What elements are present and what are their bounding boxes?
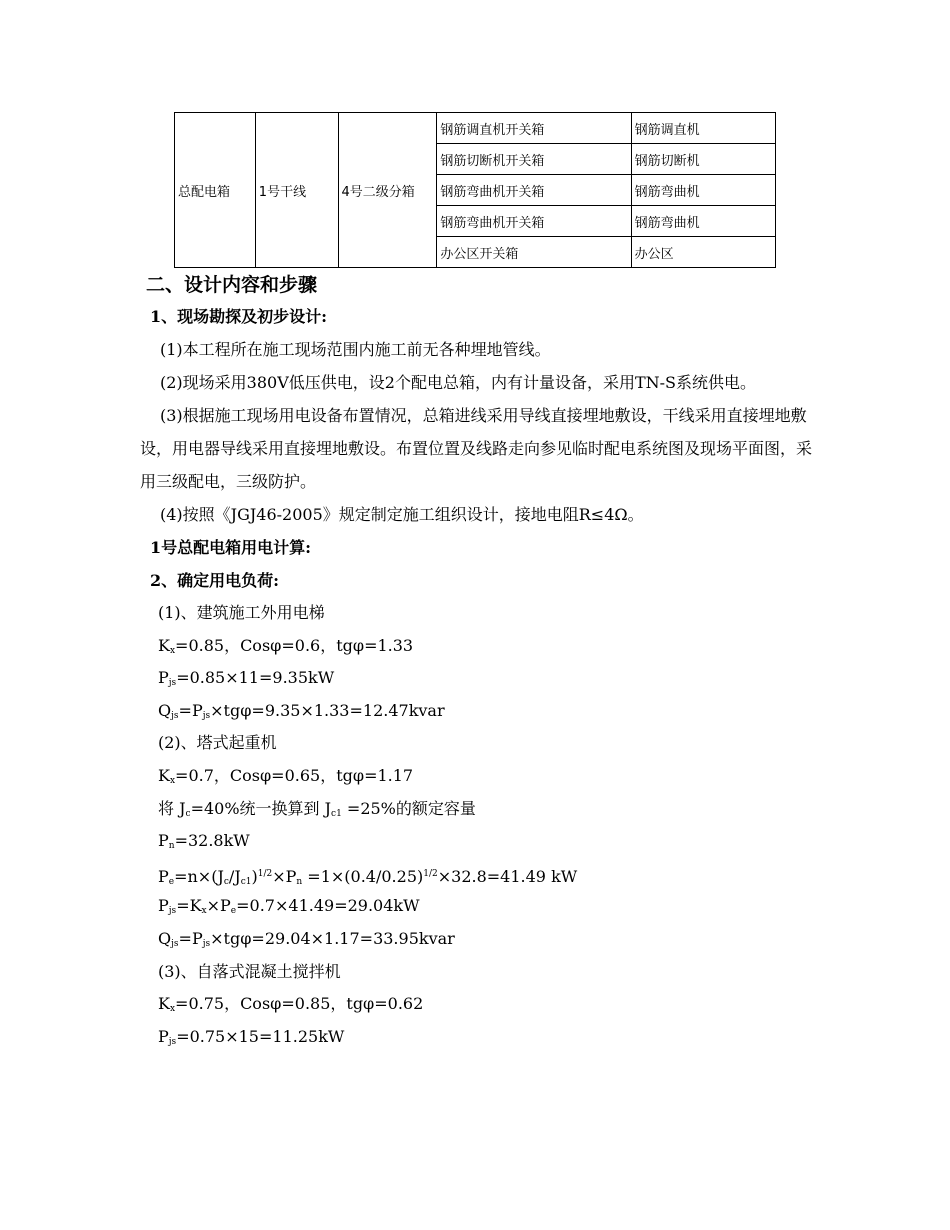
item-title: (3)、自落式混凝土搅拌机	[158, 961, 341, 981]
formula-line: 将 $J_c=40\%$统一换算到 $J_{c1} =25\%$的额定容量	[158, 798, 476, 819]
paragraph: (4)按照《JGJ46-2005》规定制定施工组织设计，接地电阻R≤4Ω。	[160, 505, 644, 524]
formula-line: $P_n=32.8kW$	[158, 831, 250, 852]
switch-box-cell: 办公区开关箱	[437, 237, 631, 268]
device-cell: 钢筋弯曲机	[631, 206, 775, 237]
switch-box-cell: 钢筋弯曲机开关箱	[437, 175, 631, 206]
device-cell: 钢筋调直机	[631, 113, 775, 144]
formula-line: $P_{js}=K_x\times P_e=0.7\times 41.49=29.04kW$	[158, 896, 420, 917]
formula-line: $P_{js}=0.85\times 11=9.35kW$	[158, 668, 335, 689]
paragraph: (1)本工程所在施工现场范围内施工前无各种埋地管线。	[160, 340, 551, 359]
formula-line: $K_x=0.85$，Cosφ=0.6，tgφ=1.33	[158, 635, 414, 656]
sub-box-cell: 4号二级分箱	[338, 113, 437, 268]
formula-line: $K_x=0.75$，Cosφ=0.85，tgφ=0.62	[158, 994, 424, 1015]
switch-box-cell: 钢筋弯曲机开关箱	[437, 206, 631, 237]
section-title: 二、设计内容和步骤	[146, 274, 318, 296]
paragraph: (3)根据施工现场用电设备布置情况，总箱进线采用导线直接埋地敷设，干线采用直接埋地敷设，用电器导线采用直接埋地敷设。布置位置及线路走向参见临时配电系统图及现场平面图，采用三级配电，三级防护。	[140, 406, 813, 491]
paragraph: (2)现场采用380V低压供电，设2个配电总箱，内有计量设备，采用TN-S系统供电。	[160, 373, 756, 392]
formula-line: $P_{js}=0.75\times 15=11.25kW$	[158, 1026, 345, 1047]
formula-line: $P_e=n\times(J_c/J_{c1})^{1/2}\times P_n =1\times(0.4/0.25)^{1/2}\times 32.8=41.49$ kW	[158, 866, 578, 887]
formula-line: $K_x=0.7$，Cosφ=0.65，tgφ=1.17	[158, 765, 414, 786]
body-content	[140, 270, 820, 1053]
device-cell: 办公区	[631, 237, 775, 268]
device-cell: 钢筋切断机	[631, 144, 775, 175]
formula-line: $Q_{js}=P_{js}\times tg\varphi=29.04\times 1.17=33.95kvar$	[158, 928, 455, 949]
switch-box-cell: 钢筋调直机开关箱	[437, 113, 631, 144]
item-title: (2)、塔式起重机	[158, 733, 277, 753]
table-row	[175, 113, 776, 144]
subsection-title: 2、确定用电负荷:	[150, 571, 280, 590]
main-box-cell: 总配电箱	[175, 113, 256, 268]
distribution-table	[174, 112, 776, 268]
calc-title: 1号总配电箱用电计算:	[150, 538, 312, 557]
subsection-title: 1、现场勘探及初步设计:	[150, 307, 328, 326]
trunk-line-cell: 1号干线	[255, 113, 338, 268]
formula-line: $Q_{js}=P_{js}\times tg\varphi=9.35\times 1.33=12.47kvar$	[158, 700, 445, 721]
switch-box-cell: 钢筋切断机开关箱	[437, 144, 631, 175]
item-title: (1)、建筑施工外用电梯	[158, 603, 325, 622]
device-cell: 钢筋弯曲机	[631, 175, 775, 206]
